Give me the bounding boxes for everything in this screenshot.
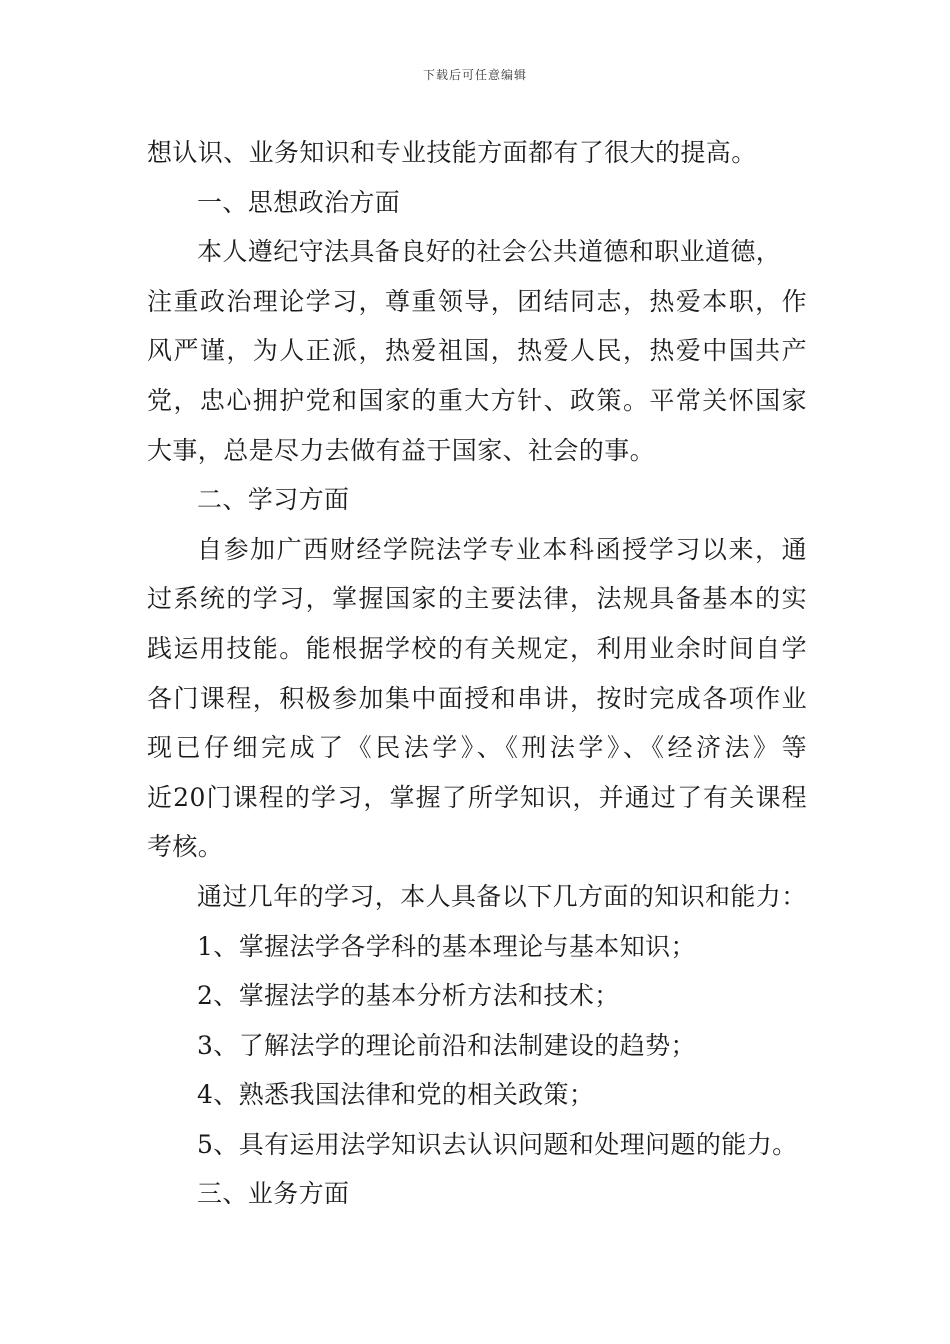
paragraph-line: 想认识、业务知识和专业技能方面都有了很大的提高。 [147, 138, 757, 167]
paragraph-line: 党，忠心拥护党和国家的重大方针、政策。平常关怀国家 [147, 385, 807, 415]
list-item: 1、掌握法学各学科的基本理论与基本知识； [197, 931, 696, 961]
paragraph-line: 现已仔细完成了《民法学》、《刑法学》、《经济法》等 [147, 733, 807, 763]
paragraph-line: 本人遵纪守法具备良好的社会公共道德和职业道德， [197, 237, 782, 267]
paragraph-line: 践运用技能。能根据学校的有关规定，利用业余时间自学 [147, 633, 807, 663]
paragraph-line: 各门课程，积极参加集中面授和串讲，按时完成各项作业 [147, 683, 807, 713]
document-body [147, 128, 807, 1219]
paragraph-line: 近20门课程的学习，掌握了所学知识，并通过了有关课程 [147, 782, 807, 812]
page-header-note: 下载后可任意编辑 [422, 68, 527, 82]
list-item: 5、具有运用法学知识去认识问题和处理问题的能力。 [197, 1129, 798, 1159]
paragraph-line: 注重政治理论学习，尊重领导，团结同志，热爱本职，作 [147, 286, 807, 316]
paragraph-line: 通过几年的学习，本人具备以下几方面的知识和能力： [197, 881, 807, 911]
section-heading-business: 三、业务方面 [197, 1179, 350, 1209]
list-item: 2、掌握法学的基本分析方法和技术； [197, 981, 620, 1011]
paragraph-line: 过系统的学习，掌握国家的主要法律，法规具备基本的实 [147, 584, 807, 614]
paragraph-line: 自参加广西财经学院法学专业本科函授学习以来，通 [197, 534, 807, 564]
section-heading-ideology: 一、思想政治方面 [197, 187, 401, 217]
section-heading-study: 二、学习方面 [197, 485, 350, 515]
paragraph-line: 考核。 [147, 832, 224, 862]
list-item: 4、熟悉我国法律和党的相关政策； [197, 1080, 595, 1110]
list-item: 3、了解法学的理论前沿和法制建设的趋势； [197, 1030, 696, 1060]
paragraph-line: 风严谨，为人正派，热爱祖国，热爱人民，热爱中国共产 [147, 336, 807, 366]
paragraph-line: 大事，总是尽力去做有益于国家、社会的事。 [147, 435, 656, 465]
